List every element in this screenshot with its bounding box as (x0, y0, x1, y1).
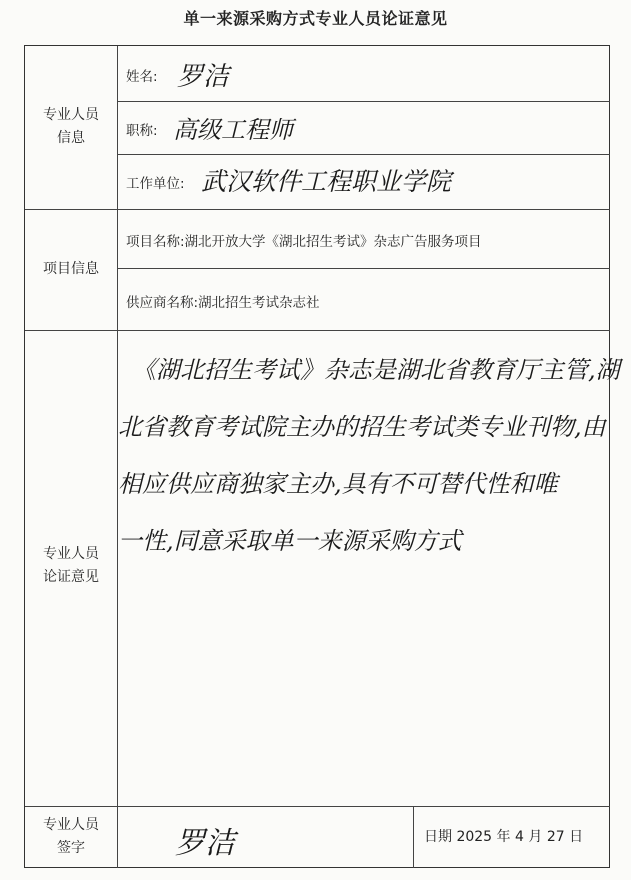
section-divider (25, 330, 610, 331)
expert-opinion (118, 342, 620, 570)
supplier-name (126, 291, 320, 311)
employer-label: 工作单位: (126, 176, 185, 192)
section-label-opinion: 专业人员 论证意见 (43, 546, 99, 585)
section-label-signature: 专业人员 签字 (43, 817, 99, 856)
row-divider (117, 154, 610, 155)
section-divider (25, 209, 610, 210)
row-divider (117, 101, 610, 102)
signature-date: 日期 2025 年 4 月 27 日 (424, 829, 584, 845)
opinion-line: 《湖北招生考试》杂志是湖北省教育厅主管,湖 (132, 356, 620, 384)
project-name-label: 项目名称: (126, 234, 185, 250)
opinion-line: 一性,同意采取单一来源采购方式 (118, 527, 462, 555)
project-name-value: 湖北开放大学《湖北招生考试》杂志广告服务项目 (184, 234, 482, 250)
sign-column-divider (117, 806, 118, 868)
signature: 罗洁 (175, 826, 235, 861)
supplier-name-value: 湖北招生考试杂志社 (198, 295, 320, 311)
project-name (126, 230, 482, 250)
opinion-line: 相应供应商独家主办,具有不可替代性和唯 (118, 470, 558, 498)
job-title-label: 职称: (126, 123, 158, 139)
name-value: 罗洁 (177, 62, 230, 92)
section-divider (25, 806, 610, 807)
date-column-divider (413, 806, 414, 868)
name-label: 姓名: (126, 69, 158, 85)
opinion-line: 北省教育考试院主办的招生考试类专业刊物,由 (118, 413, 606, 441)
page-title: 单一来源采购方式专业人员论证意见 (183, 9, 448, 28)
employer-value: 武汉软件工程职业学院 (201, 167, 452, 196)
row-divider (117, 268, 610, 269)
section-label-personnel-info: 专业人员 信息 (43, 107, 99, 146)
job-title-value: 高级工程师 (173, 116, 293, 144)
supplier-name-label: 供应商名称: (126, 295, 199, 311)
section-label-project-info: 项目信息 (43, 261, 99, 277)
